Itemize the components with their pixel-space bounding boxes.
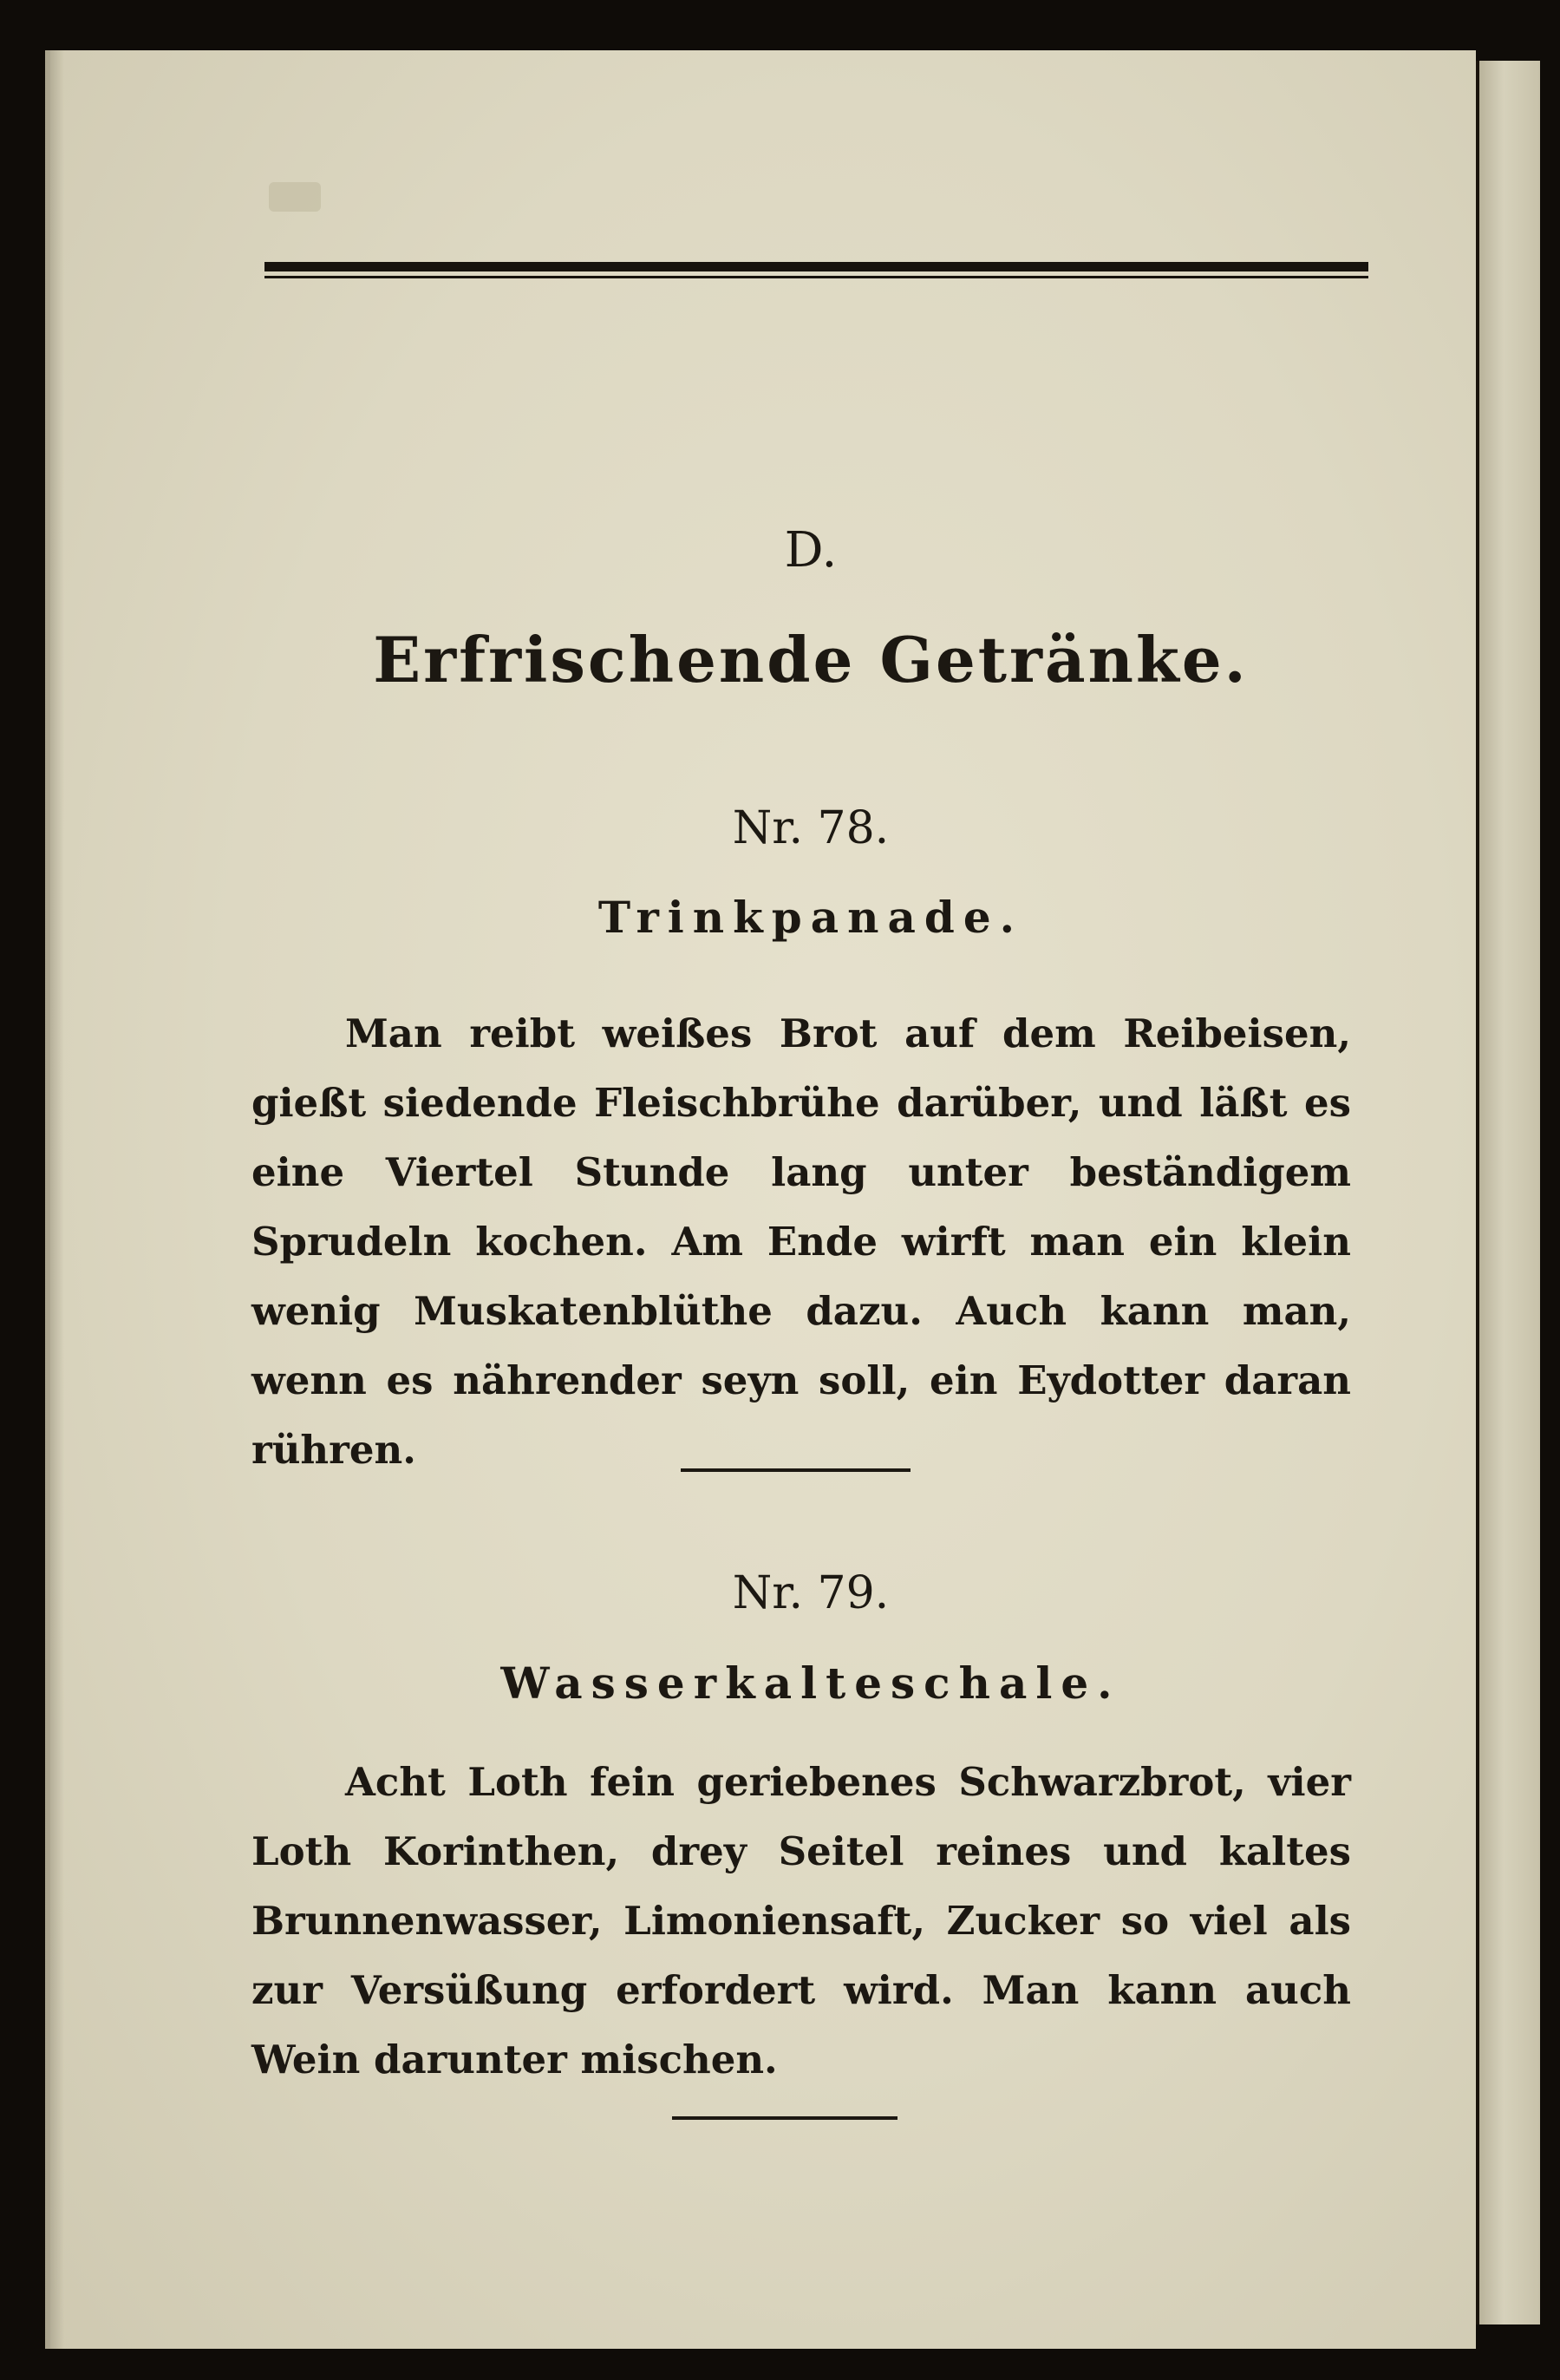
- recipe-number-79: Nr. 79.: [732, 1567, 890, 1619]
- recipe-text-78: Man reibt weißes Brot auf dem Reibeisen, gießt siedende Fleischbrühe darüber, und läßt es eine Viertel Stunde lang unter beständigem Sprudeln kochen. Am Ende wirft man ein klein wenig Muskatenblüthe dazu. Auch kann man, wenn es nährender seyn soll, ein Eydotter daran rühren.: [251, 1010, 1351, 1473]
- next-page-edge: [1476, 61, 1540, 2324]
- recipe-title-78: Trinkpanade.: [597, 892, 1024, 943]
- section-letter: D.: [784, 522, 838, 579]
- section-divider: [681, 1468, 911, 1472]
- faded-page-number-mark: [269, 182, 321, 212]
- section-title: Erfrischende Getränke.: [373, 623, 1249, 696]
- recipe-number-78: Nr. 78.: [732, 802, 890, 854]
- recipe-title-79: Wasserkalteschale.: [500, 1658, 1121, 1709]
- end-divider: [672, 2116, 897, 2120]
- header-rule-thin: [264, 276, 1368, 278]
- recipe-text-79: Acht Loth fein geriebenes Schwarzbrot, vier Loth Korinthen, drey Seitel reines und kaltes Brunnenwasser, Limoniensaft, Zucker so viel als zur Versüßung erfordert wird. Man kann auch Wein darunter mischen.: [251, 1759, 1351, 2082]
- page-spine-shadow: [45, 50, 64, 2349]
- header-rule: [264, 262, 1368, 271]
